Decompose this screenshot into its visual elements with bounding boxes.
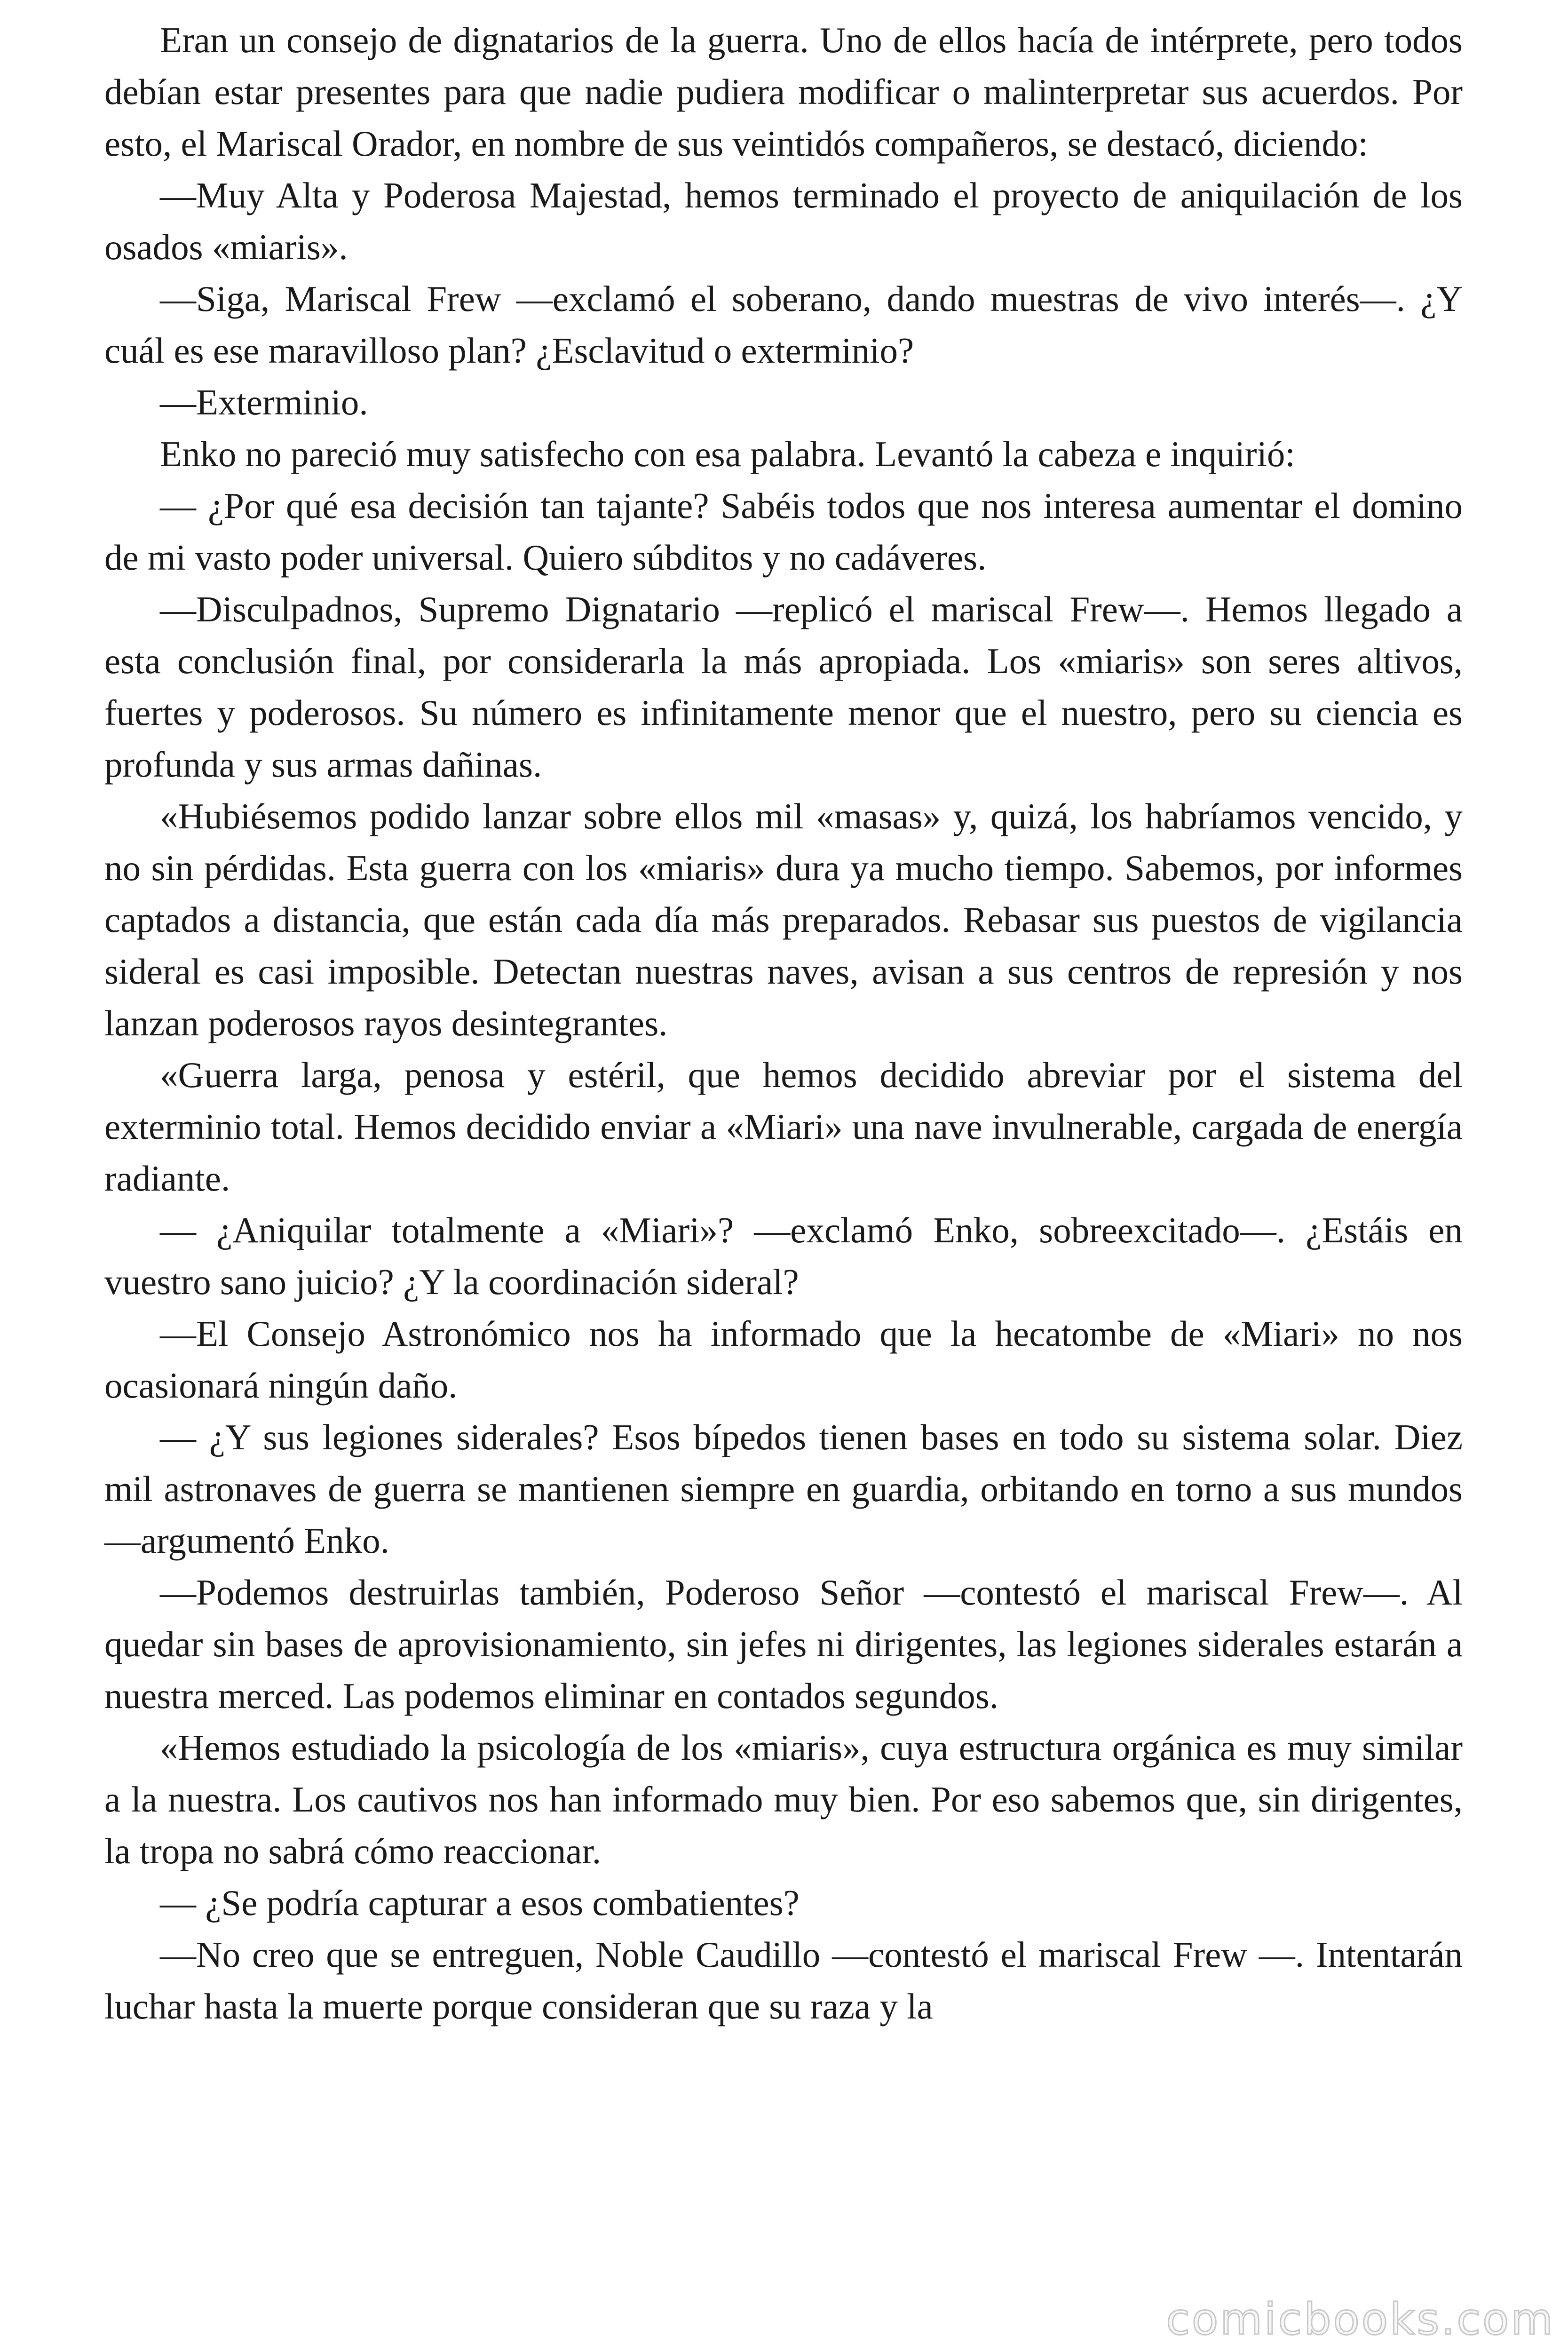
paragraph: «Guerra larga, penosa y estéril, que hemos decidido abreviar por el sistema del exterminio total. Hemos decidido enviar a «Miari» una nave invulnerable, cargada de energía radiante. (104, 1055, 1463, 1199)
body-text (104, 14, 1463, 2032)
paragraph: —Siga, Mariscal Frew —exclamó el soberano, dando muestras de vivo interés—. ¿Y cuál es ese maravilloso plan? ¿Esclavitud o exterminio? (104, 278, 1463, 371)
paragraph: —Exterminio. (160, 382, 368, 422)
paragraph: —Disculpadnos, Supremo Dignatario —replicó el mariscal Frew—. Hemos llegado a esta conclusión final, por considerarla la más apropiada. Los «miaris» son seres altivos, fuertes y poderosos. Su número es infinitamente menor que el nuestro, pero su ciencia es profunda y sus armas dañinas. (104, 589, 1463, 785)
paragraph: «Hubiésemos podido lanzar sobre ellos mil «masas» y, quizá, los habríamos vencido, y no sin pérdidas. Esta guerra con los «miaris» dura ya mucho tiempo. Sabemos, por informes captados a distancia, que están cada día más preparados. Rebasar sus puestos de vigilancia sideral es casi imposible. Detectan nuestras naves, avisan a sus centros de represión y nos lanzan poderosos rayos desintegrantes. (104, 796, 1463, 1043)
paragraph: — ¿Por qué esa decisión tan tajante? Sabéis todos que nos interesa aumentar el domino de mi vasto poder universal. Quiero súbditos y no cadáveres. (104, 485, 1463, 578)
watermark: comicbooks.com (1166, 2294, 1555, 2344)
paragraph: — ¿Y sus legiones siderales? Esos bípedos tienen bases en todo su sistema solar. Diez mil astronaves de guerra se mantienen siempre en guardia, orbitando en torno a sus mundos —argumentó Enko. (104, 1417, 1463, 1561)
paragraph: —No creo que se entreguen, Noble Caudillo —contestó el mariscal Frew —. Intentarán luchar hasta la muerte porque consideran que su raza y la (104, 1934, 1463, 2026)
paragraph: Eran un consejo de dignatarios de la guerra. Uno de ellos hacía de intérprete, pero todos debían estar presentes para que nadie pudiera modificar o malinterpretar sus acuerdos. Por esto, el Mariscal Orador, en nombre de sus veintidós compañeros, se destacó, diciendo: (104, 20, 1463, 164)
paragraph: — ¿Aniquilar totalmente a «Miari»? —exclamó Enko, sobreexcitado—. ¿Estáis en vuestro sano juicio? ¿Y la coordinación sideral? (104, 1210, 1463, 1302)
paragraph: — ¿Se podría capturar a esos combatientes? (160, 1883, 800, 1923)
paragraph: Enko no pareció muy satisfecho con esa palabra. Levantó la cabeza e inquirió: (160, 434, 1295, 474)
paragraph: —El Consejo Astronómico nos ha informado que la hecatombe de «Miari» no nos ocasionará ningún daño. (104, 1313, 1463, 1406)
paragraph: —Muy Alta y Poderosa Majestad, hemos terminado el proyecto de aniquilación de los osados «miaris». (104, 175, 1463, 267)
paragraph: —Podemos destruirlas también, Poderoso Señor —contestó el mariscal Frew—. Al quedar sin bases de aprovisionamiento, sin jefes ni dirigentes, las legiones siderales estarán a nuestra merced. Las podemos eliminar en contados segundos. (104, 1572, 1463, 1716)
paragraph: «Hemos estudiado la psicología de los «miaris», cuya estructura orgánica es muy similar a la nuestra. Los cautivos nos han informado muy bien. Por eso sabemos que, sin dirigentes, la tropa no sabrá cómo reaccionar. (104, 1727, 1463, 1871)
